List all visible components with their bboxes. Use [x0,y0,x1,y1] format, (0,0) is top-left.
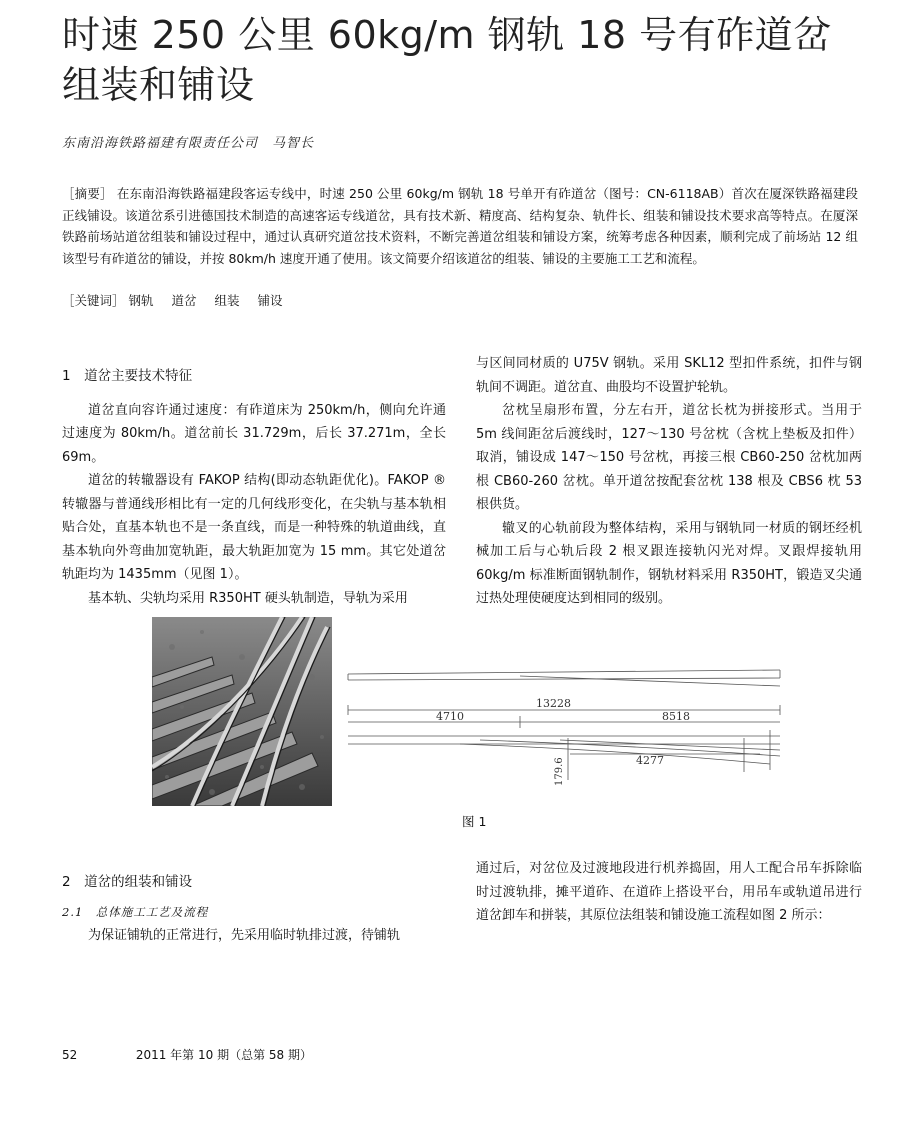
dim-label: 8518 [662,710,690,723]
page-footer [62,1046,312,1063]
paragraph: 与区间同材质的 U75V 钢轨。采用 SKL12 型扣件系统，扣件与钢轨间不调距。道岔直、曲股均不设置护轮轨。 [476,356,862,395]
keyword-item: 组装 [214,293,240,308]
author-line: 东南沿海铁路福建有限责任公司 马智长 [62,136,315,151]
subsection-heading: 2.1 总体施工工艺及流程 [62,904,209,919]
dim-label: 4277 [636,754,664,767]
column-left-bottom [62,871,446,948]
article-title [62,10,862,110]
turnout-diagram [340,660,790,790]
dim-label: 13228 [536,697,571,710]
column-right-bottom [476,857,862,928]
abstract [62,183,858,269]
paragraph: 通过后，对岔位及过渡地段进行机养捣固，用人工配合吊车拆除临时过渡轨排，摊平道砟、在道砟上搭设平台，用吊车或轨道吊进行道岔卸车和拼装，其原位法组装和铺设施工流程如图 2 所示： [476,861,862,923]
paragraph: 辙叉的心轨前段为整体结构，采用与钢轨同一材质的钢坯经机械加工后与心轨后段 2 根叉跟连接轨闪光对焊。叉跟焊接轨用 60kg/m 标准断面钢轨制作，钢轨材料采用 R350HT，锻造叉尖通过热处理使硬度达到相同的级别。 [476,520,862,606]
turnout-photo [152,617,332,806]
keywords [62,291,297,309]
keyword-item: 钢轨 [128,293,154,308]
column-left-top [62,365,446,610]
keyword-item: 铺设 [257,293,283,308]
title-line-2: 组装和铺设 [62,63,255,107]
keywords-label: ［关键词］ [62,293,125,308]
paragraph: 道岔直向容许通过速度：有砟道床为 250km/h，侧向允许通过速度为 80km/h。道岔前长 31.729m，后长 37.271m，全长 69m。 [62,402,446,465]
figure-caption: 图 1 [462,814,487,829]
section-1-heading: 1 道岔主要技术特征 [62,368,193,384]
section-2-heading: 2 道岔的组装和铺设 [62,874,193,890]
paragraph: 为保证铺轨的正常进行，先采用临时轨排过渡，待铺轨 [88,928,401,943]
keyword-item: 道岔 [171,293,197,308]
paragraph: 岔枕呈扇形布置，分左右开，道岔长枕为拼接形式。当用于 5m 线间距岔后渡线时，127～130 号岔枕（含枕上垫板及扣件）取消，铺设成 147～150 号岔枕，再接三根 CB60-250 岔枕加两根 CB60-260 岔枕。单开道岔按配套岔枕 138 根及 CBS6 枕 53 根供货。 [476,403,862,512]
page-number: 52 [62,1048,78,1062]
paragraph: 基本轨、尖轨均采用 R350HT 硬头轨制造，导轨为采用 [88,590,408,606]
dim-label: 179.6 [554,757,565,786]
issue-info: 2011 年第 10 期（总第 58 期） [135,1048,312,1062]
abstract-text: ［摘要］ 在东南沿海铁路福建段客运专线中，时速 250 公里 60kg/m 钢轨 18 号单开有砟道岔（图号：CN-6118AB）首次在厦深铁路福建段正线铺设。该道岔系引进德国技术制造的高速客运专线道岔，具有技术新、精度高、结构复杂、轨件长、组装和铺设技术要求高等特点。在厦深铁路前场站道岔组装和铺设过程中，通过认真研究道岔技术资料，不断完善道岔组装和铺设方案，统筹考虑各种因素，顺利完成了前场站 12 组该型号有砟道岔的铺设，并按 80km/h 速度开通了使用。该文简要介绍该道岔的组装、铺设的主要施工工艺和流程。 [62,186,858,266]
title-line-1: 时速 250 公里 60kg/m 钢轨 18 号有砟道岔 [62,13,832,57]
dim-label: 4710 [436,710,464,723]
paragraph: 道岔的转辙器设有 FAKOP 结构(即动态轨距优化)。FAKOP ®转辙器与普通线形相比有一定的几何线形变化，在尖轨与基本轨相贴合处，直基本轨也不是一条直线，而是一种特殊的轨道曲线，直基本轨向外弯曲加宽轨距，最大轨距加宽为 15 mm。其它处道岔轨距均为 1435mm（见图 1）。 [62,473,446,582]
column-right-top [476,352,862,611]
